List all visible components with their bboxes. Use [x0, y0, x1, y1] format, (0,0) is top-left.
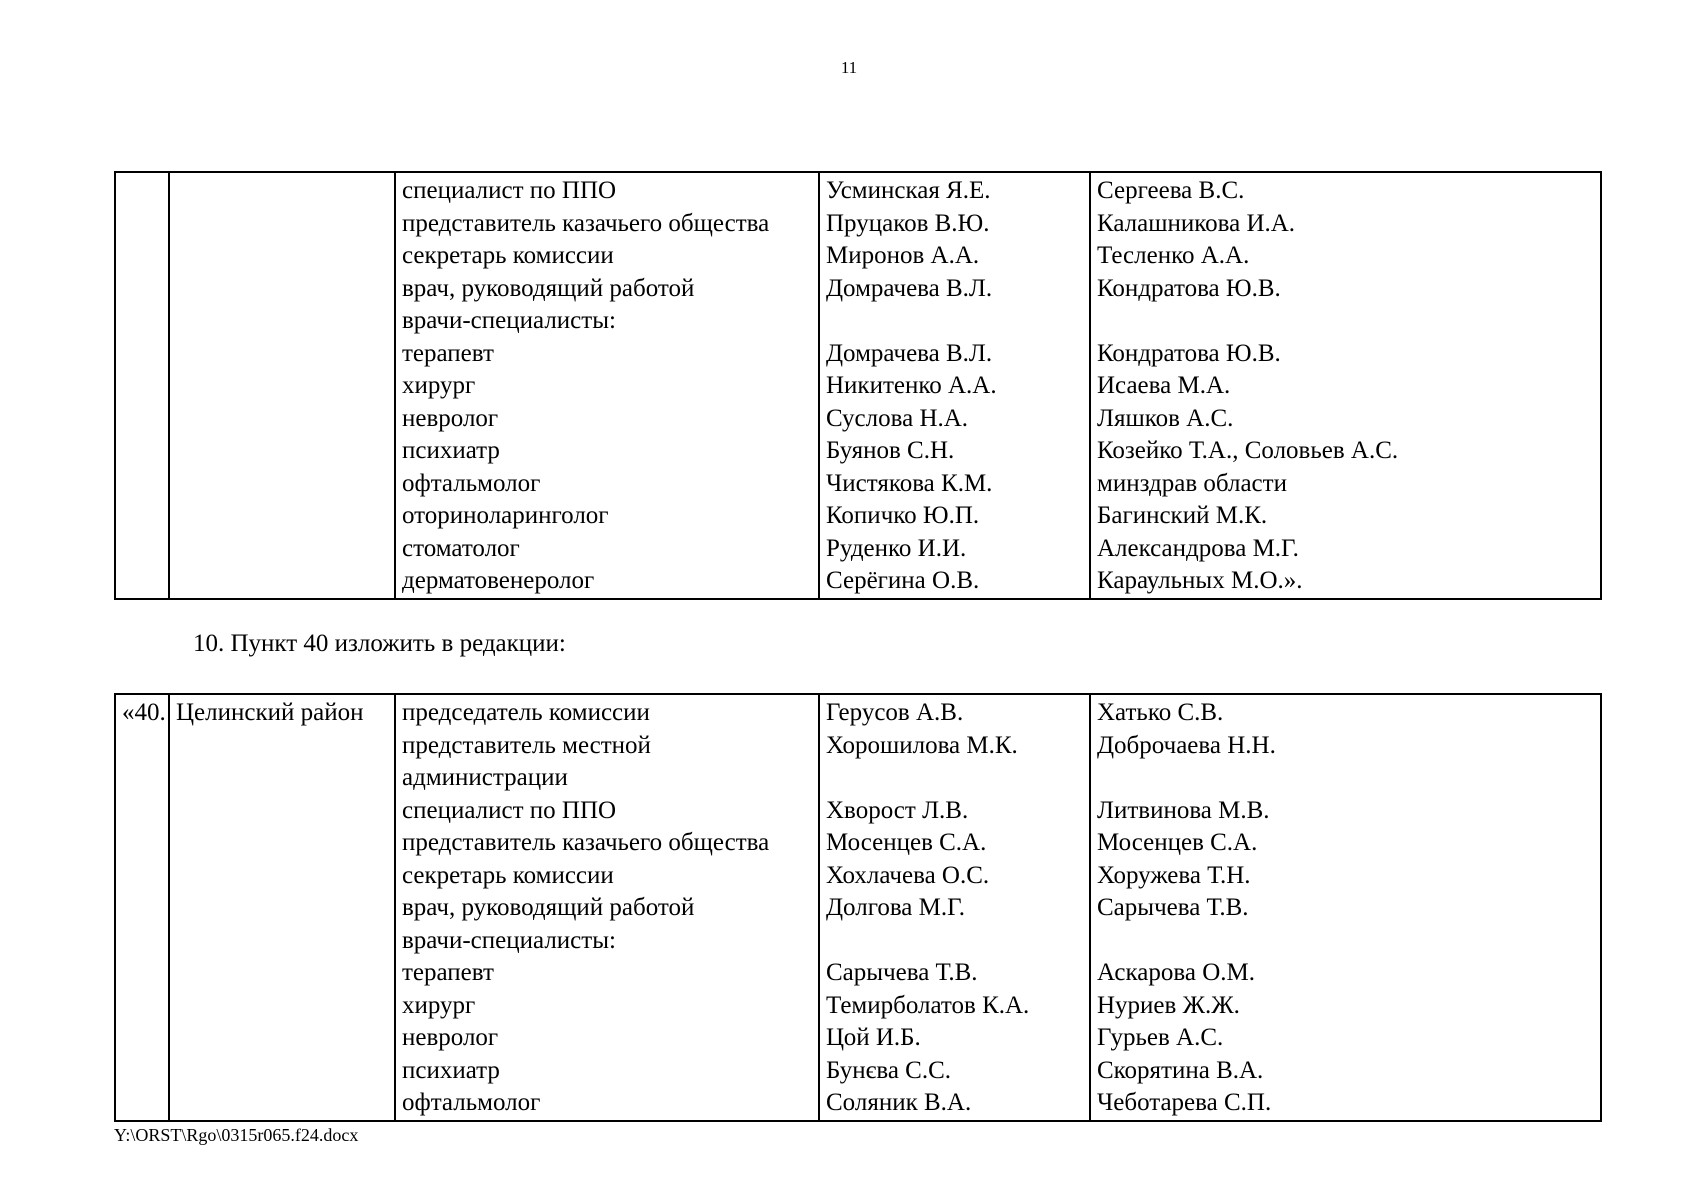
role-line: врач, руководящий работой [402, 274, 695, 302]
member-line: Соляник В.А. [826, 1089, 972, 1116]
reserve-line: Сарычева Т.В. [1097, 894, 1249, 921]
member-line: Хворост Л.В. [826, 796, 969, 824]
role-line: психиатр [402, 1056, 500, 1084]
reserve-line: Хоружева Т.Н. [1097, 861, 1251, 889]
member-line: Серёгина О.В. [826, 567, 980, 594]
role-line: врачи-специалисты: [402, 926, 616, 954]
roles-cell [395, 172, 819, 599]
member-line [826, 762, 1083, 795]
member-line: Герусов А.В. [826, 699, 964, 726]
commission-table-item-40 [114, 693, 1602, 1122]
reserve-line: Козейко Т.А., Соловьев А.С. [1097, 437, 1399, 464]
reserve-line [1097, 305, 1594, 338]
member-line: Цой И.Б. [826, 1024, 921, 1051]
member-line: Сарычева Т.В. [826, 959, 978, 986]
file-path-footer: Y:\ORST\Rgo\0315r065.f24.docx [114, 1125, 359, 1145]
role-line: терапевт [402, 339, 494, 367]
role-line: офтальмолог [402, 469, 541, 497]
table-row [115, 172, 1601, 599]
role-line: офтальмолог [402, 1089, 541, 1116]
role-line: дерматовенеролог [402, 567, 595, 594]
member-line: Миронов А.А. [826, 242, 980, 269]
role-line: представитель казачьего общества [402, 829, 770, 856]
reserve-line: Сергеева В.С. [1097, 177, 1245, 204]
member-line: Мосенцев С.А. [826, 829, 987, 856]
member-line: Бунєва С.С. [826, 1056, 952, 1084]
role-line: председатель комиссии [402, 699, 650, 726]
table-row [115, 694, 1601, 1121]
reserve-members-cell [1090, 172, 1601, 599]
member-line: Буянов С.Н. [826, 437, 955, 464]
district-cell [169, 172, 395, 599]
role-line: психиатр [402, 437, 500, 464]
member-line [826, 925, 1083, 958]
reserve-line: Александрова М.Г. [1097, 534, 1299, 562]
role-line: стоматолог [402, 534, 520, 562]
reserve-line: Аскарова О.М. [1097, 959, 1255, 986]
member-line: Темирболатов К.А. [826, 991, 1030, 1019]
member-line: Хохлачева О.С. [826, 861, 990, 889]
role-line: невролог [402, 1024, 499, 1051]
reserve-line: Багинский М.К. [1097, 502, 1268, 529]
reserve-line: Исаева М.А. [1097, 372, 1231, 399]
commission-table-continued [114, 171, 1602, 600]
role-line: администрации [402, 764, 568, 791]
member-line: Чистякова К.М. [826, 469, 993, 497]
role-line: хирург [402, 372, 476, 399]
reserve-line [1097, 762, 1594, 795]
member-line: Никитенко А.А. [826, 372, 997, 399]
member-line: Хорошилова М.К. [826, 731, 1018, 759]
role-line: хирург [402, 991, 476, 1019]
reserve-line: минздрав области [1097, 469, 1287, 497]
role-line: специалист по ППО [402, 177, 617, 204]
reserve-line: Кондратова Ю.В. [1097, 339, 1281, 367]
role-line: секретарь комиссии [402, 242, 614, 269]
member-line [826, 305, 1083, 338]
reserve-line: Гурьев А.С. [1097, 1024, 1224, 1051]
reserve-line: Тесленко А.А. [1097, 242, 1250, 269]
member-line: Долгова М.Г. [826, 894, 966, 921]
role-line: невролог [402, 404, 499, 432]
reserve-line: Скорятина В.А. [1097, 1056, 1264, 1084]
amendment-instruction: 10. Пункт 40 изложить в редакции: [193, 630, 566, 657]
page-number: 11 [840, 58, 858, 77]
role-line: врач, руководящий работой [402, 894, 695, 921]
reserve-line: Литвинова М.В. [1097, 796, 1270, 824]
reserve-line: Калашникова И.А. [1097, 209, 1296, 237]
role-line: представитель местной [402, 731, 651, 759]
role-line: врачи-специалисты: [402, 307, 616, 334]
member-line: Суслова Н.А. [826, 404, 969, 432]
reserve-line: Доброчаева Н.Н. [1097, 731, 1276, 759]
reserve-members-cell [1090, 694, 1601, 1121]
reserve-line [1097, 925, 1594, 958]
reserve-line: Караульных М.О.». [1097, 567, 1303, 594]
item-number-cell [115, 172, 169, 599]
roles-cell [395, 694, 819, 1121]
member-line: Домрачева В.Л. [826, 274, 993, 302]
reserve-line: Хатько С.В. [1097, 699, 1224, 726]
member-line: Пруцаков В.Ю. [826, 209, 990, 237]
member-line: Копичко Ю.П. [826, 502, 980, 529]
role-line: терапевт [402, 959, 494, 986]
role-line: представитель казачьего общества [402, 209, 770, 237]
reserve-line: Нуриев Ж.Ж. [1097, 991, 1240, 1019]
district-cell: Целинский район [169, 694, 395, 1121]
role-line: оториноларинголог [402, 502, 609, 529]
reserve-line: Ляшков А.С. [1097, 404, 1234, 432]
item-number-cell: «40. [115, 694, 169, 1121]
role-line: секретарь комиссии [402, 861, 614, 889]
reserve-line: Мосенцев С.А. [1097, 829, 1258, 856]
main-members-cell [819, 172, 1090, 599]
reserve-line: Кондратова Ю.В. [1097, 274, 1281, 302]
main-members-cell [819, 694, 1090, 1121]
member-line: Усминская Я.Е. [826, 177, 991, 204]
member-line: Руденко И.И. [826, 534, 967, 562]
role-line: специалист по ППО [402, 796, 617, 824]
reserve-line: Чеботарева С.П. [1097, 1089, 1272, 1116]
member-line: Домрачева В.Л. [826, 339, 993, 367]
